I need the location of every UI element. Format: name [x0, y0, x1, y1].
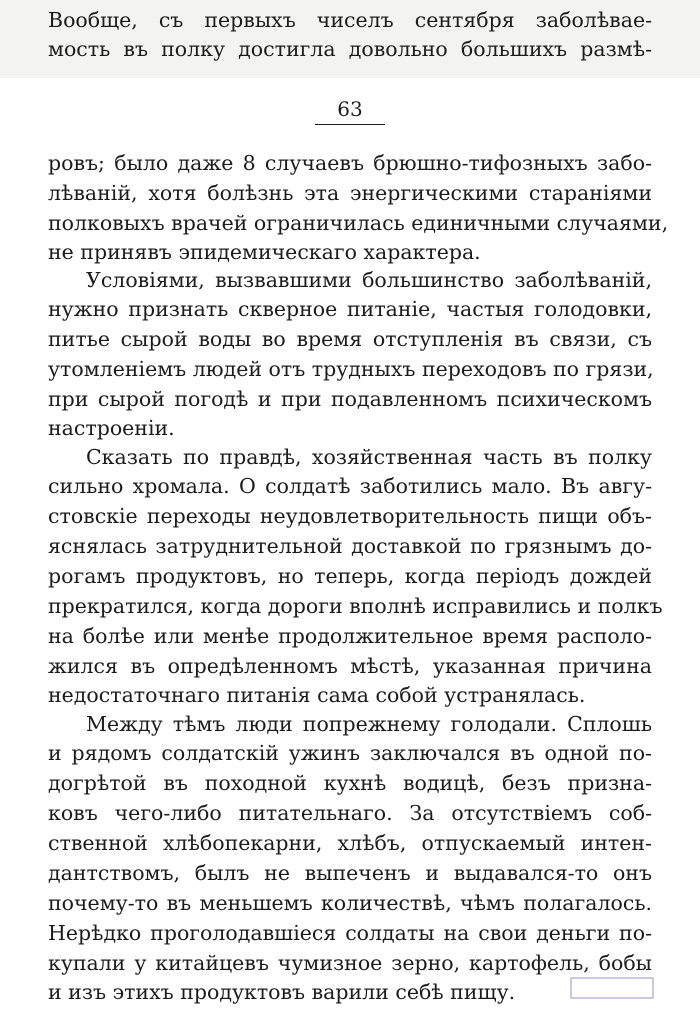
text-line: почему-то въ меньшемъ количествѣ, чѣмъ полагалось. — [48, 891, 652, 915]
text-line: рогамъ продуктовъ, но теперь, когда періодъ дождей — [48, 564, 652, 588]
selection-box[interactable] — [570, 977, 654, 999]
text-line: ственной хлѣбопекарни, хлѣбъ, отпускаемый интен- — [48, 831, 652, 855]
text-line: сильно хромала. О солдатѣ заботились мало. Въ авгу- — [48, 474, 652, 498]
previous-page-strip — [0, 0, 700, 78]
text-line: Нерѣдко проголодавшіеся солдаты на свои деньги по- — [48, 921, 652, 945]
text-line: прекратился, когда дороги вполнѣ исправились и полкъ — [48, 594, 663, 618]
text-line: стовскіе переходы неудовлетворительность пищи объ- — [48, 504, 652, 528]
text-line: недостаточнаго питанія сама собой устранялась. — [48, 683, 586, 707]
text-line: яснялась затруднительной доставкой по грязнымъ до- — [48, 534, 652, 558]
text-line: не принявъ эпидемическаго характера. — [48, 240, 481, 264]
text-line: утомленіемъ людей отъ трудныхъ переходовъ по грязи, — [48, 357, 654, 381]
text-line: мость въ полку достигла довольно большихъ размѣ- — [48, 37, 652, 61]
text-line: жился въ опредѣленномъ мѣстѣ, указанная причина — [48, 654, 652, 678]
text-line: купали у китайцевъ чумизное зерно, картофель, бобы — [48, 951, 652, 975]
text-line: при сырой погодѣ и при подавленномъ психическомъ — [48, 387, 652, 411]
text-line: и рядомъ солдатскій ужинъ заключался въ одной по- — [48, 741, 652, 765]
text-line: ковъ чего-либо питательнаго. За отсутствіемъ соб- — [48, 801, 652, 825]
text-line: ровъ; было даже 8 случаевъ брюшно-тифозныхъ забо- — [48, 151, 652, 175]
text-line: дантствомъ, былъ не выпеченъ и выдавался-то онъ — [48, 861, 652, 885]
text-line: Вообще, съ первыхъ чиселъ сентября заболѣвае- — [48, 8, 652, 32]
text-line: догрѣтой въ походной кухнѣ водицѣ, безъ призна- — [48, 771, 652, 795]
text-line: питье сырой воды во время отступленія въ связи, съ — [48, 327, 652, 351]
text-line: Условіями, вызвавшими большинство заболѣваній, — [86, 268, 652, 292]
text-line: полковыхъ врачей ограничилась единичными случаями, — [48, 211, 669, 235]
text-line: и изъ этихъ продуктовъ варили себѣ пищу. — [48, 980, 516, 1004]
text-line: нужно признать скверное питаніе, частыя голодовки, — [48, 297, 652, 321]
page-number: 63 — [315, 96, 384, 125]
text-line: Сказать по правдѣ, хозяйственная часть въ полку — [86, 445, 652, 469]
text-line: настроеніи. — [48, 416, 175, 440]
text-line: на болѣе или менѣе продолжительное время располо- — [48, 624, 652, 648]
page-header — [0, 96, 700, 125]
text-line: лѣваній, хотя болѣзнь эта энергическими стараніями — [48, 181, 652, 205]
text-line: Между тѣмъ люди попрежнему голодали. Сплошь — [86, 712, 652, 736]
